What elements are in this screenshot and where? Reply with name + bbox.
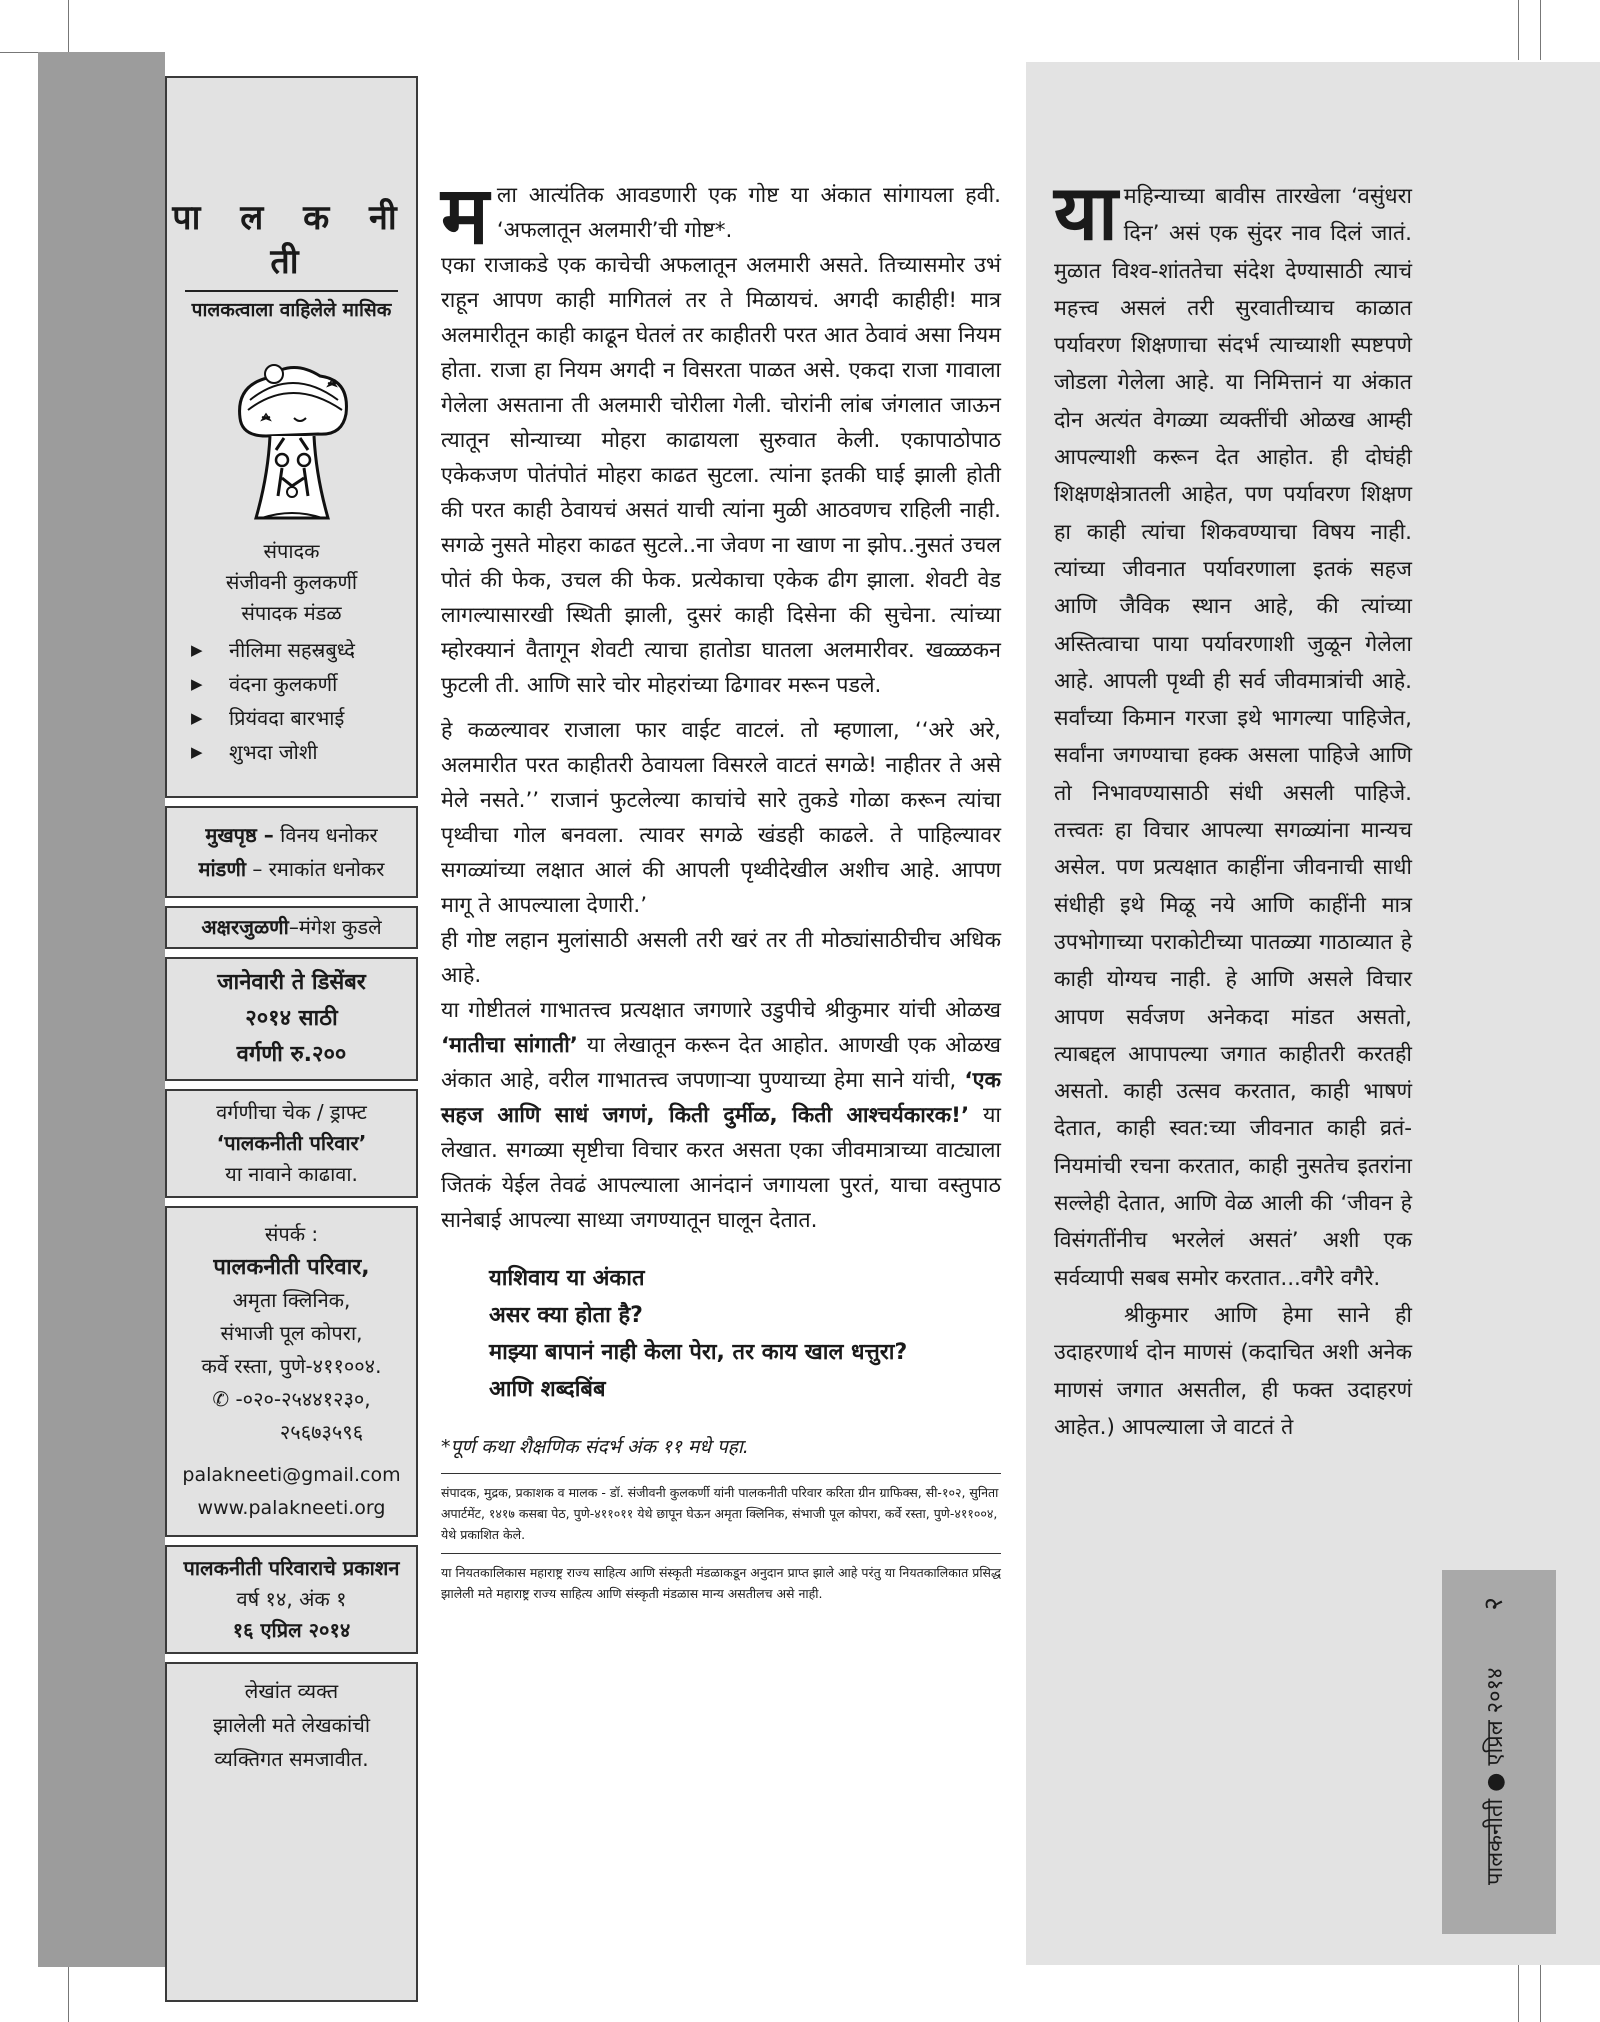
board-member: ▶ शुभदा जोशी (191, 735, 416, 769)
crop-mark (1540, 1960, 1541, 2022)
tree-logo-icon (222, 356, 362, 526)
publication-line: १६ एप्रिल २०१४ (232, 1618, 351, 1642)
story-paragraph: एका राजाकडे एक काचेची अफलातून अलमारी असते. तिच्यासमोर उभं राहून आपण काही मागितलं तर ते मिळायचं. अगदी काहीही! मात्र अलमारीतून काही काढून घेतलं तर काहीतरी परत आत ठेवावं असा नियम होता. राजा हा नियम अगदी न विसरता पाळत असे. एकदा राजा गावाला गेलेला असताना ती अलमारी चोरीला गेली. चोरांनी लांब जंगलात जाऊन त्यातून सोन्याच्या मोहरा काढायला सुरुवात केली. एकापाठोपाठ एकेकजण पोतंपोतं मोहरा काढत सुटला. त्यांना इतकी घाई झाली होती की परत काही ठेवायचं असतं याची त्यांना मुळी आठवणच राहिली नाही. सगळे नुसते मोहरा काढत सुटले..ना जेवण ना खाण ना झोप..नुसतं उचल पोतं की फेक, उचल की फेक. प्रत्येकाचा एकेक ढीग झाला. शेवटी वेड लागल्यासारखी स्थिती झाली, दुसरं काही दिसेना की सुचेना. त्यांच्या म्होरक्यानं वैतागून शेवटी त्याचा हातोडा घातला अलमारीवर. खळ्ळकन फुटली ती. आणि सारे चोर मोहरांच्या ढिगावर मरून पडले. (441, 253, 1001, 698)
board-member: ▶ नीलिमा सहस्रबुध्दे (191, 633, 416, 667)
typeset-label: अक्षरजुळणी (201, 915, 289, 939)
title-rule (185, 290, 398, 292)
contact-label: संपर्क : (264, 1222, 319, 1246)
dropcap: म (441, 169, 489, 262)
publication-line: पालकनीती परिवाराचे प्रकाशन (183, 1556, 400, 1580)
board-label: संपादक मंडळ (241, 601, 342, 625)
article-title: ‘एक सहज आणि साधं जगणं, किती दुर्मीळ, किती आश्चर्यकारक!’ (441, 1068, 1001, 1128)
story-paragraph: हे कळल्यावर राजाला फार वाईट वाटलं. तो म्हणाला, ‘‘अरे अरे, अलमारीत परत काहीतरी ठेवायला विसरले वाटतं सगळे! नाहीतर ते असे मेले नसते.’’ राजानं फुटलेल्या काचांचे सारे तुकडे गोळा करून त्यांचा पृथ्वीचा गोल बनवला. त्यावर सगळे खंडही काढले. ते पाहिल्यावर सगळ्यांच्या लक्षात आलं की आपली पृथ्वीदेखील अशीच आहे. आपण मागू ते आपल्याला देणारी.’ (441, 718, 1001, 918)
contact-email[interactable]: palakneeti@gmail.com (182, 1464, 401, 1486)
grant-note: या नियतकालिकास महाराष्ट्र राज्य साहित्य आणि संस्कृती मंडळाकडून अनुदान प्राप्त झाले आहे परंतु या नियतकालिकात प्रसिद्ध झालेली मते महाराष्ट्र राज्य साहित्य आणि संस्कृती मंडळास मान्य असतीलच असे नाही. (441, 1565, 1001, 1601)
also-in-issue-list (489, 1260, 1001, 1408)
page-number: २ (1479, 1597, 1509, 1611)
magazine-subtitle: पालकत्वाला वाहिलेले मासिक (191, 299, 392, 321)
editorial-paragraph (1054, 168, 1412, 1297)
intro-articles-paragraph (441, 993, 1001, 1238)
divider (441, 1473, 1001, 1474)
crop-mark (1518, 0, 1519, 60)
text-span: या लेखात. सगळ्या सृष्टीचा विचार करत असता एका जीवमात्राच्या वाट्याला जितकं येईल तेवढं आपल्याला आनंदानं जगायला पुरतं, याचा वस्तुपाठ सानेबाई आपल्या साध्या जगण्यातून घालून देतात. (441, 1103, 1001, 1233)
editorial-column (1054, 168, 1412, 1446)
publication-box (165, 1545, 418, 1654)
address-line: अमृता क्लिनिक, (232, 1288, 351, 1312)
editorial-text: महिन्याच्या बावीस तारखेला ‘वसुंधरा दिन’ असं एक सुंदर नाव दिलं जातं. मुळात विश्व-शांततेचा संदेश देण्यासाठी त्याचं महत्त्व असलं तरी सुरवातीच्याच काळात पर्यावरण शिक्षणाचा संदर्भ त्याच्याशी स्पष्टपणे जोडला गेलेला आहे. या निमित्तानं या अंकात दोन अत्यंत वेगळ्या व्यक्तींची ओळख आम्ही आपल्याशी करून देत आहोत. ही दोघंही शिक्षणक्षेत्रातली आहेत, पण पर्यावरण शिक्षण हा काही त्यांचा शिकवण्याचा विषय नाही. त्यांच्या जीवनात पर्यावरणाला इतकं सहज आणि जैविक स्थान आहे, की त्यांच्या अस्तित्वाचा पाया पर्यावरणाशी जुळून गेलेला आहे. आपली पृथ्वी ही सर्व जीवमात्रांची आहे. सर्वांच्या किमान गरजा इथे भागल्या पाहिजेत, सर्वांना जगण्याचा हक्क असला पाहिजे आणि तो निभावण्यासाठी संधी असली पाहिजे. तत्त्वतः हा विचार आपल्या सगळ्यांना मान्यच असेल. पण प्रत्यक्षात काहींना जीवनाची साधी संधीही इथे मिळू नये आणि काहींनी मात्र उपभोगाच्या पराकोटीच्या पातळ्या गाठाव्यात हे काही योग्यच नाही. हे आणि असले विचार आपण सर्वजण अनेकदा मांडत असतो, त्याबद्दल आपापल्या जगात काहीतरी करतही असतो. काही उत्सव करतात, काही भाषणं देतात, काही स्वत:च्या जीवनात काही व्रतं-नियमांची रचना करतात, काही नुसतेच इतरांना सल्लेही देतात, आणि वेळ आली की ‘जीवन हे विसंगतींनीच भरलेलं असतं’ अशी एक सर्वव्यापी सबब समोर करतात...वगैरे वगैरे. (1054, 184, 1412, 1291)
subscription-line: जानेवारी ते डिसेंबर (217, 970, 366, 995)
list-item: याशिवाय या अंकात (489, 1266, 645, 1291)
list-item: माझ्या बापानं नाही केला पेरा, तर काय खाल धत्तुरा? (489, 1340, 908, 1365)
subscription-box (165, 957, 418, 1081)
editor-name: संजीवनी कुलकर्णी (225, 570, 358, 594)
story-paragraph: ही गोष्ट लहान मुलांसाठी असली तरी खरं तर ती मोठ्यांसाठीचीच अधिक आहे. (441, 928, 1001, 988)
subscription-line: २०१४ साठी (245, 1006, 338, 1031)
text-span: या गोष्टीतलं गाभातत्त्व प्रत्यक्षात जगणारे उडुपीचे श्रीकुमार यांची ओळख (441, 998, 1001, 1023)
divider (441, 1553, 1001, 1554)
cover-credit-box (165, 806, 418, 898)
board-member: ▶ प्रियंवदा बारभाई (191, 701, 416, 735)
sidebar (165, 76, 418, 2010)
disclaimer-line: लेखांत व्यक्त (244, 1679, 339, 1703)
intro-paragraph (441, 169, 1001, 262)
list-item: आणि शब्दबिंब (489, 1377, 606, 1402)
crop-mark (68, 1960, 69, 2022)
cheque-line: या नावाने काढावा. (225, 1162, 358, 1186)
contact-name: पालकनीती परिवार, (213, 1255, 370, 1280)
board-members (167, 633, 416, 769)
dropcap: या (1054, 168, 1118, 257)
subscription-line: वर्गणी रु.२०० (236, 1042, 347, 1067)
page-tab-text (1474, 1555, 1510, 1885)
board-member: ▶ वंदना कुलकर्णी (191, 667, 416, 701)
cover-credit: मुखपृष्ठ – विनय धनोकर (205, 823, 378, 847)
article-title: ‘मातीचा सांगाती’ (441, 1033, 578, 1058)
list-item: असर क्या होता है? (489, 1303, 643, 1328)
crop-mark (1518, 1960, 1519, 2022)
editor-label: संपादक (263, 539, 320, 563)
cheque-line: वर्गणीचा चेक / ड्राफ्ट (216, 1100, 367, 1124)
editorial-paragraph: श्रीकुमार आणि हेमा साने ही उदाहरणार्थ दोन माणसं (कदाचित अशी अनेक माणसं जगात असतील, ही फक्त उदाहरणं आहेत.) आपल्याला जे वाटतं ते (1054, 1302, 1412, 1440)
address-line: कर्वे रस्ता, पुणे-४११००४. (201, 1354, 382, 1378)
publication-line: वर्ष १४, अंक १ (236, 1587, 347, 1611)
intro-text: ला आत्यंतिक आवडणारी एक गोष्ट या अंकात सांगायला हवी. ‘अफलातून अलमारी’ची गोष्ट*. (496, 183, 1001, 243)
phone-line: २५६७३५९६ (279, 1420, 364, 1444)
left-grey-band (38, 52, 165, 1967)
magazine-title: पा ल क नी ती (172, 198, 411, 282)
disclaimer-line: व्यक्तिगत समजावीत. (214, 1747, 369, 1771)
layout-credit: मांडणी – रमाकांत धनोकर (198, 857, 385, 881)
crop-mark (1540, 0, 1541, 60)
footnote: *पूर्ण कथा शैक्षणिक संदर्भ अंक ११ मधे पहा. (441, 1436, 749, 1458)
disclaimer-box (165, 1662, 418, 2002)
contact-website[interactable]: www.palakneeti.org (197, 1497, 386, 1519)
cheque-box (165, 1089, 418, 1198)
typeset-credit-box (165, 906, 418, 949)
address-line: संभाजी पूल कोपरा, (220, 1321, 363, 1345)
imprint-line: संपादक, मुद्रक, प्रकाशक व मालक - डॉ. संजीवनी कुलकर्णी यांनी पालकनीती परिवार करिता ग्रीन ग्राफिक्स, सी-१०२, सुनिता अपार्टमेंट, १४१७ कसबा पेठ, पुणे-४११०११ येथे छापून घेऊन अमृता क्लिनिक, संभाजी पूल कोपरा, कर्वे रस्ता, पुणे-४११००४, येथे प्रकाशित केले. (441, 1485, 999, 1542)
phone-line: ✆ -०२०-२५४४१२३०, (212, 1387, 371, 1411)
main-article-column (441, 169, 1002, 1604)
contact-box (165, 1206, 418, 1537)
text-span: या लेखातून करून देत आहोत. आणखी एक ओळख अंकात आहे, वरील गाभातत्त्व जपणाऱ्या पुण्याच्या हेमा साने यांची, (441, 1033, 1002, 1093)
issue-label: पालकनीती ● एप्रिल २०१४ (1483, 1667, 1508, 1885)
masthead-box (165, 76, 418, 798)
crop-mark (68, 0, 69, 60)
typeset-name: –मंगेश कुडले (288, 915, 382, 939)
disclaimer-line: झालेली मते लेखकांची (212, 1713, 370, 1737)
cheque-line: ‘पालकनीती परिवार’ (216, 1131, 367, 1155)
